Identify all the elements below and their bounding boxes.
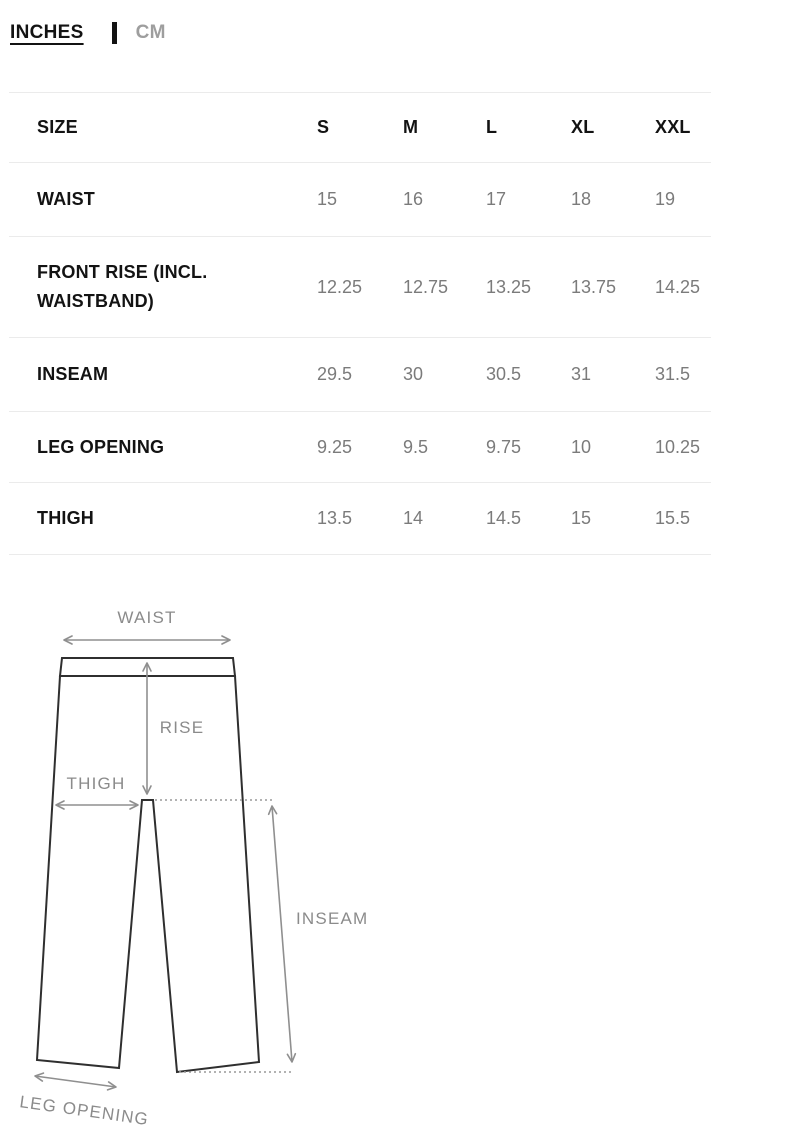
column-header-m: M [403, 117, 419, 137]
cell-leg-opening-m: 9.5 [403, 436, 429, 457]
column-header-size: SIZE [37, 117, 78, 137]
tab-divider [112, 22, 117, 44]
cell-waist-m: 16 [403, 189, 424, 209]
cell-waist-s: 15 [317, 189, 338, 209]
row-label-front-rise: FRONT RISE (INCL. WAISTBAND) [37, 262, 208, 311]
cell-thigh-l: 14.5 [486, 508, 522, 528]
cell-leg-opening-s: 9.25 [317, 436, 353, 457]
diagram-rise-label: RISE [159, 718, 205, 737]
diagram-inseam-label: INSEAM [296, 909, 369, 928]
cell-inseam-xl: 31 [571, 364, 592, 384]
cell-front-rise-s: 12.25 [317, 276, 363, 297]
table-row-leg-opening [9, 412, 711, 483]
diagram-thigh-label: THIGH [66, 774, 126, 793]
cell-thigh-xxl: 15.5 [655, 508, 691, 528]
table-row-front-rise [9, 237, 711, 338]
inseam-arrow [272, 806, 292, 1062]
column-header-s: S [317, 117, 330, 137]
cell-thigh-m: 14 [403, 508, 424, 528]
table-row-inseam [9, 338, 711, 412]
cell-waist-xl: 18 [571, 189, 592, 209]
cell-front-rise-xxl: 14.25 [655, 276, 701, 297]
table-header-row [9, 93, 711, 163]
cell-inseam-l: 30.5 [486, 364, 522, 384]
cell-front-rise-m: 12.75 [403, 276, 449, 297]
cell-waist-xxl: 19 [655, 189, 676, 209]
tab-inches[interactable]: INCHES [10, 20, 84, 46]
column-header-xl: XL [571, 117, 595, 137]
cell-leg-opening-l: 9.75 [486, 436, 522, 457]
cell-front-rise-xl: 13.75 [571, 276, 617, 297]
size-table [9, 92, 711, 555]
cell-inseam-xxl: 31.5 [655, 364, 691, 384]
column-header-l: L [486, 117, 498, 137]
pants-outline [37, 676, 259, 1072]
row-label-inseam: INSEAM [37, 364, 109, 384]
table-row-thigh [9, 483, 711, 555]
cell-inseam-m: 30 [403, 364, 424, 384]
cell-leg-opening-xxl: 10.25 [655, 436, 701, 457]
cell-front-rise-l: 13.25 [486, 276, 532, 297]
table-row-waist [9, 163, 711, 237]
cell-waist-l: 17 [486, 189, 507, 209]
cell-leg-opening-xl: 10 [571, 436, 592, 457]
diagram-waist-label: WAIST [117, 608, 177, 627]
row-label-waist: WAIST [37, 189, 95, 209]
row-label-thigh: THIGH [37, 508, 94, 528]
cell-thigh-s: 13.5 [317, 508, 353, 528]
column-header-xxl: XXL [655, 117, 691, 137]
leg-opening-arrow [35, 1076, 116, 1087]
row-label-leg-opening: LEG OPENING [37, 436, 165, 457]
diagram-leg-opening-label: LEG OPENING [18, 1092, 151, 1130]
tab-cm[interactable]: CM [136, 20, 166, 46]
cell-inseam-s: 29.5 [317, 364, 353, 384]
cell-thigh-xl: 15 [571, 508, 592, 528]
measurement-diagram [0, 590, 400, 1142]
unit-toggle [10, 20, 166, 46]
